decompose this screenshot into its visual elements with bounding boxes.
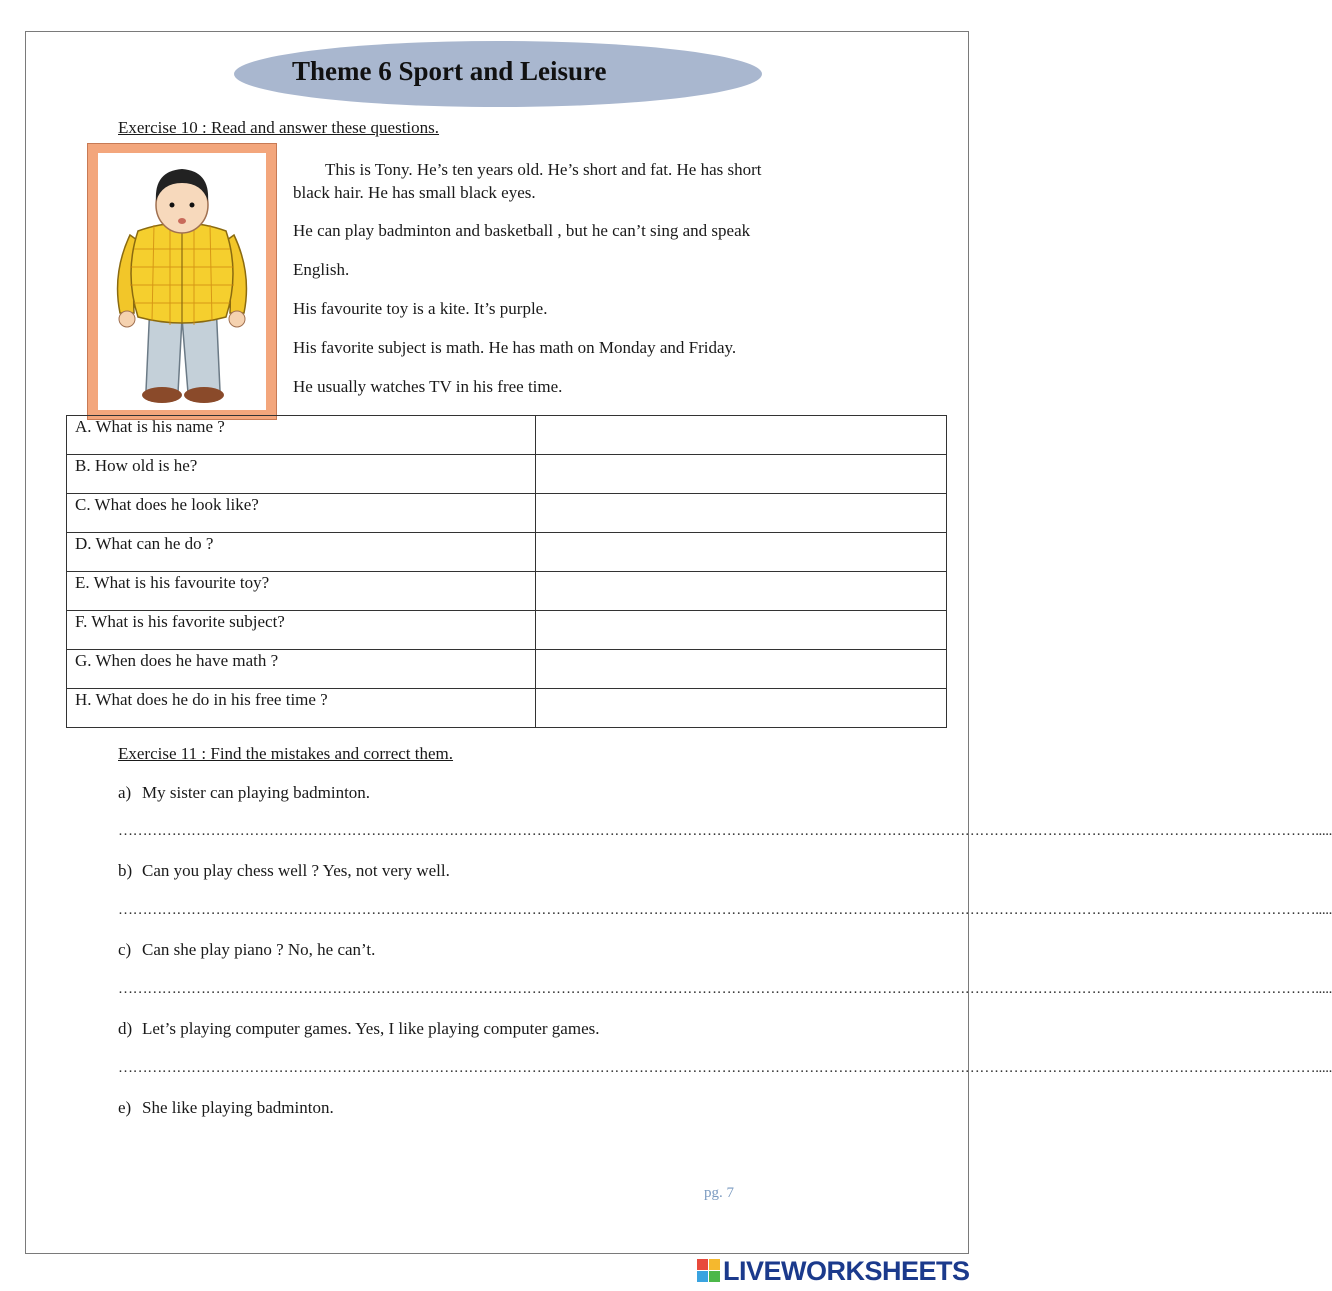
question-answer-table: [66, 415, 947, 728]
mistake-item-d: [118, 1019, 600, 1039]
passage-line-3: He can play badminton and basketball , but he can’t sing and speak: [293, 221, 751, 240]
question-cell: H. What does he do in his free time ?: [67, 689, 536, 728]
answer-cell[interactable]: [536, 494, 947, 533]
passage-line-6: His favorite subject is math. He has math on Monday and Friday.: [293, 338, 737, 357]
question-cell: G. When does he have math ?: [67, 650, 536, 689]
passage-line-2: black hair. He has small black eyes.: [293, 183, 536, 202]
item-label: d): [118, 1019, 133, 1038]
tony-picture-frame: [87, 143, 277, 420]
answer-cell[interactable]: [536, 455, 947, 494]
table-row: [67, 494, 947, 533]
question-cell: C. What does he look like?: [67, 494, 536, 533]
item-label: c): [118, 940, 132, 959]
item-text: Let’s playing computer games. Yes, I like playing computer games.: [142, 1019, 600, 1038]
table-row: [67, 689, 947, 728]
answer-cell[interactable]: [536, 650, 947, 689]
table-row: [67, 650, 947, 689]
mistake-item-a: [118, 783, 370, 803]
table-row: [67, 572, 947, 611]
table-row: [67, 533, 947, 572]
exercise-10-heading: Exercise 10 : Read and answer these questions.: [118, 118, 440, 137]
answer-cell[interactable]: [536, 416, 947, 455]
answer-cell[interactable]: [536, 533, 947, 572]
exercise-11-heading: Exercise 11 : Find the mistakes and correct them.: [118, 744, 454, 763]
table-row: [67, 416, 947, 455]
table-row: [67, 611, 947, 650]
mistake-item-b: [118, 861, 450, 881]
passage-line-1: This is Tony. He’s ten years old. He’s short and fat. He has short: [325, 160, 762, 179]
boy-illustration-icon: [98, 153, 266, 410]
answer-cell[interactable]: [536, 611, 947, 650]
mistake-item-e: [118, 1098, 334, 1118]
question-cell: A. What is his name ?: [67, 416, 536, 455]
answer-cell[interactable]: [536, 572, 947, 611]
liveworksheets-logo[interactable]: [697, 1255, 970, 1286]
question-cell: F. What is his favorite subject?: [67, 611, 536, 650]
passage-line-4: English.: [293, 260, 350, 279]
question-cell: B. How old is he?: [67, 455, 536, 494]
answer-line-d[interactable]: ………………………………………………………………………………………………………………………………………………………………………………………………………………………….....: [118, 1060, 1332, 1076]
page-number: pg. 7: [704, 1185, 734, 1201]
item-label: b): [118, 861, 133, 880]
passage-line-5: His favourite toy is a kite. It’s purple.: [293, 299, 548, 318]
item-text: Can she play piano ? No, he can’t.: [142, 940, 376, 959]
mistake-item-c: [118, 940, 375, 960]
passage-line-7: He usually watches TV in his free time.: [293, 377, 563, 396]
answer-line-b[interactable]: ………………………………………………………………………………………………………………………………………………………………………………………………………………………….....: [118, 902, 1332, 918]
page-title: Theme 6 Sport and Leisure: [292, 56, 607, 86]
item-label: e): [118, 1098, 132, 1117]
table-row: [67, 455, 947, 494]
answer-cell[interactable]: [536, 689, 947, 728]
item-text: Can you play chess well ? Yes, not very well.: [142, 861, 450, 880]
answer-line-c[interactable]: ………………………………………………………………………………………………………………………………………………………………………………………………………………………….....: [118, 981, 1332, 997]
question-cell: E. What is his favourite toy?: [67, 572, 536, 611]
tony-illustration: [98, 153, 266, 410]
brand-name: LIVEWORKSHEETS: [723, 1255, 970, 1286]
question-cell: D. What can he do ?: [67, 533, 536, 572]
answer-line-a[interactable]: ………………………………………………………………………………………………………………………………………………………………………………………………………………………….....: [118, 823, 1332, 839]
item-text: She like playing badminton.: [142, 1098, 334, 1117]
item-label: a): [118, 783, 132, 802]
liveworksheets-logo-icon: [697, 1259, 721, 1283]
item-text: My sister can playing badminton.: [142, 783, 371, 802]
